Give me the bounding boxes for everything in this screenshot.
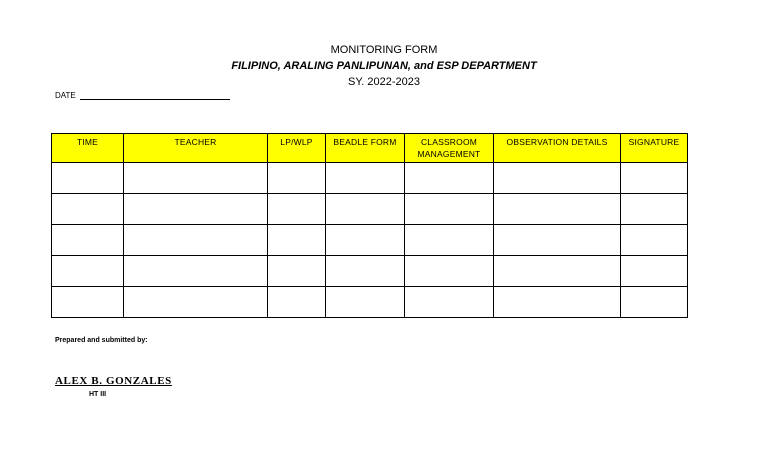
- column-header: TIME: [52, 134, 124, 163]
- table-cell[interactable]: [621, 256, 688, 287]
- table-cell[interactable]: [124, 194, 268, 225]
- table-cell[interactable]: [621, 194, 688, 225]
- table-cell[interactable]: [494, 163, 621, 194]
- table-cell[interactable]: [326, 225, 405, 256]
- table-cell[interactable]: [268, 225, 326, 256]
- table-row: [52, 194, 688, 225]
- table-cell[interactable]: [124, 256, 268, 287]
- signer-name: ALEX B. GONZALES: [55, 375, 172, 387]
- column-header: CLASSROOM MANAGEMENT: [405, 134, 494, 163]
- date-field: [55, 90, 230, 100]
- table-cell[interactable]: [405, 225, 494, 256]
- table-row: [52, 225, 688, 256]
- column-header: OBSERVATION DETAILS: [494, 134, 621, 163]
- table-cell[interactable]: [621, 225, 688, 256]
- department-title: FILIPINO, ARALING PANLIPUNAN, and ESP DEPARTMENT: [231, 60, 537, 72]
- column-header: TEACHER: [124, 134, 268, 163]
- table-cell[interactable]: [405, 194, 494, 225]
- table-cell[interactable]: [494, 256, 621, 287]
- date-label: DATE: [55, 91, 76, 100]
- column-header: SIGNATURE: [621, 134, 688, 163]
- table-cell[interactable]: [405, 163, 494, 194]
- table-cell[interactable]: [326, 194, 405, 225]
- form-title: MONITORING FORM: [330, 44, 438, 56]
- column-header: BEADLE FORM: [326, 134, 405, 163]
- prepared-label: Prepared and submitted by:: [55, 337, 148, 344]
- table-row: [52, 287, 688, 318]
- table-cell[interactable]: [268, 287, 326, 318]
- monitoring-table: [51, 133, 688, 318]
- table-cell[interactable]: [268, 194, 326, 225]
- table-cell[interactable]: [405, 287, 494, 318]
- table-cell[interactable]: [621, 163, 688, 194]
- signer-position: HT III: [89, 391, 107, 398]
- table-cell[interactable]: [326, 256, 405, 287]
- school-year: SY. 2022-2023: [348, 76, 420, 88]
- table-cell[interactable]: [494, 287, 621, 318]
- table-cell[interactable]: [494, 194, 621, 225]
- table-cell[interactable]: [124, 225, 268, 256]
- table-cell[interactable]: [124, 287, 268, 318]
- table-cell[interactable]: [326, 287, 405, 318]
- table-cell[interactable]: [494, 225, 621, 256]
- table-cell[interactable]: [124, 163, 268, 194]
- table-header-row: [52, 134, 688, 163]
- table-row: [52, 163, 688, 194]
- table-cell[interactable]: [268, 163, 326, 194]
- table-cell[interactable]: [326, 163, 405, 194]
- table-cell[interactable]: [52, 225, 124, 256]
- table-cell[interactable]: [52, 256, 124, 287]
- column-header: LP/WLP: [268, 134, 326, 163]
- table-cell[interactable]: [405, 256, 494, 287]
- table-cell[interactable]: [52, 287, 124, 318]
- date-blank-line[interactable]: [80, 90, 230, 100]
- table-row: [52, 256, 688, 287]
- table-body: [52, 163, 688, 318]
- table-cell[interactable]: [621, 287, 688, 318]
- table-cell[interactable]: [52, 194, 124, 225]
- table-cell[interactable]: [268, 256, 326, 287]
- table-cell[interactable]: [52, 163, 124, 194]
